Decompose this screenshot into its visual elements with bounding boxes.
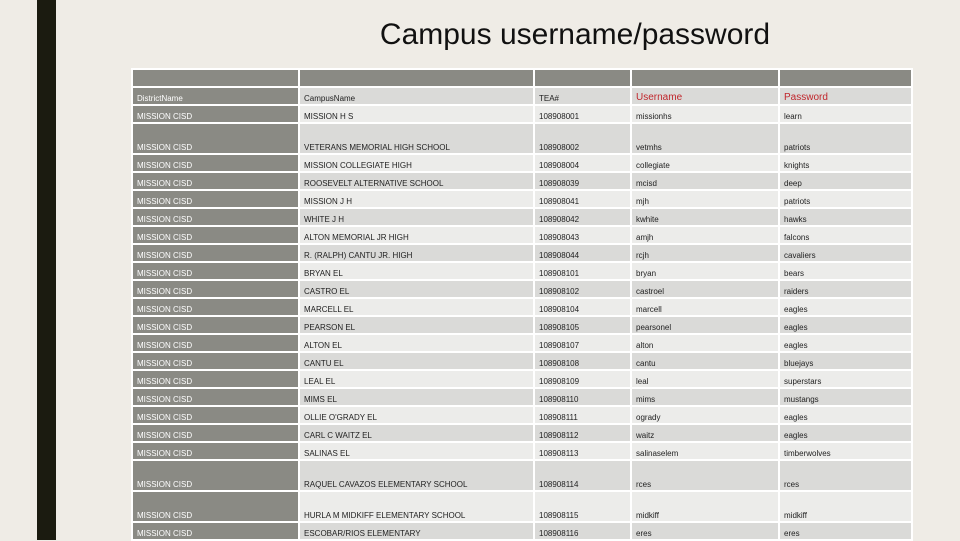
tea-cell: 108908104 [535, 299, 630, 315]
table-row [133, 191, 911, 207]
district-cell: MISSION CISD [133, 299, 298, 315]
password-cell: falcons [780, 227, 911, 243]
username-cell: cantu [632, 353, 778, 369]
password-cell: eagles [780, 425, 911, 441]
username-cell: eres [632, 523, 778, 539]
username-cell: castroel [632, 281, 778, 297]
password-cell: knights [780, 155, 911, 171]
district-cell: MISSION CISD [133, 461, 298, 490]
campus-cell: ALTON EL [300, 335, 533, 351]
table-row [133, 353, 911, 369]
table-row [133, 492, 911, 521]
tea-cell: 108908114 [535, 461, 630, 490]
campus-cell: LEAL EL [300, 371, 533, 387]
tea-cell: 108908101 [535, 263, 630, 279]
district-cell: MISSION CISD [133, 209, 298, 225]
campus-cell: ESCOBAR/RIOS ELEMENTARY [300, 523, 533, 539]
username-cell: pearsonel [632, 317, 778, 333]
district-cell: MISSION CISD [133, 353, 298, 369]
table-row [133, 155, 911, 171]
table-row [133, 173, 911, 189]
password-cell: learn [780, 106, 911, 122]
header-password: Password [780, 88, 911, 104]
tea-cell: 108908004 [535, 155, 630, 171]
page-title: Campus username/password [379, 18, 771, 51]
table-row [133, 106, 911, 122]
username-cell: leal [632, 371, 778, 387]
header-tea: TEA# [535, 88, 630, 104]
tea-cell: 108908039 [535, 173, 630, 189]
accent-bar [37, 0, 56, 540]
campus-cell: MISSION H S [300, 106, 533, 122]
campus-cell: R. (RALPH) CANTU JR. HIGH [300, 245, 533, 261]
table-top-band [133, 70, 911, 86]
campus-cell: RAQUEL CAVAZOS ELEMENTARY SCHOOL [300, 461, 533, 490]
username-cell: salinaselem [632, 443, 778, 459]
tea-cell: 108908105 [535, 317, 630, 333]
credentials-table [131, 68, 913, 541]
campus-cell: CANTU EL [300, 353, 533, 369]
header-district: DistrictName [133, 88, 298, 104]
username-cell: marcell [632, 299, 778, 315]
password-cell: eagles [780, 299, 911, 315]
password-cell: eagles [780, 407, 911, 423]
table-row [133, 335, 911, 351]
campus-cell: WHITE J H [300, 209, 533, 225]
username-cell: rces [632, 461, 778, 490]
table-row [133, 317, 911, 333]
tea-cell: 108908107 [535, 335, 630, 351]
district-cell: MISSION CISD [133, 335, 298, 351]
password-cell: deep [780, 173, 911, 189]
campus-cell: CASTRO EL [300, 281, 533, 297]
password-cell: hawks [780, 209, 911, 225]
district-cell: MISSION CISD [133, 191, 298, 207]
password-cell: patriots [780, 191, 911, 207]
password-cell: eagles [780, 335, 911, 351]
tea-cell: 108908112 [535, 425, 630, 441]
campus-cell: BRYAN EL [300, 263, 533, 279]
table-row [133, 371, 911, 387]
password-cell: superstars [780, 371, 911, 387]
district-cell: MISSION CISD [133, 371, 298, 387]
username-cell: amjh [632, 227, 778, 243]
header-username: Username [632, 88, 778, 104]
password-cell: patriots [780, 124, 911, 153]
district-cell: MISSION CISD [133, 425, 298, 441]
table-row [133, 281, 911, 297]
password-cell: rces [780, 461, 911, 490]
username-cell: collegiate [632, 155, 778, 171]
table-row [133, 523, 911, 539]
username-cell: mcisd [632, 173, 778, 189]
username-cell: mjh [632, 191, 778, 207]
tea-cell: 108908108 [535, 353, 630, 369]
campus-cell: MISSION COLLEGIATE HIGH [300, 155, 533, 171]
table-row [133, 124, 911, 153]
password-cell: timberwolves [780, 443, 911, 459]
campus-cell: SALINAS EL [300, 443, 533, 459]
campus-cell: PEARSON EL [300, 317, 533, 333]
header-campus: CampusName [300, 88, 533, 104]
table-row [133, 389, 911, 405]
district-cell: MISSION CISD [133, 523, 298, 539]
campus-cell: HURLA M MIDKIFF ELEMENTARY SCHOOL [300, 492, 533, 521]
tea-cell: 108908110 [535, 389, 630, 405]
table-row [133, 425, 911, 441]
campus-cell: CARL C WAITZ EL [300, 425, 533, 441]
tea-cell: 108908115 [535, 492, 630, 521]
tea-cell: 108908102 [535, 281, 630, 297]
table-row [133, 209, 911, 225]
table-row [133, 461, 911, 490]
district-cell: MISSION CISD [133, 106, 298, 122]
district-cell: MISSION CISD [133, 492, 298, 521]
district-cell: MISSION CISD [133, 155, 298, 171]
campus-cell: OLLIE O'GRADY EL [300, 407, 533, 423]
table-row [133, 407, 911, 423]
campus-cell: MARCELL EL [300, 299, 533, 315]
username-cell: ogrady [632, 407, 778, 423]
campus-cell: MIMS EL [300, 389, 533, 405]
password-cell: bears [780, 263, 911, 279]
table-row [133, 443, 911, 459]
username-cell: waitz [632, 425, 778, 441]
district-cell: MISSION CISD [133, 263, 298, 279]
username-cell: midkiff [632, 492, 778, 521]
district-cell: MISSION CISD [133, 227, 298, 243]
password-cell: cavaliers [780, 245, 911, 261]
username-cell: alton [632, 335, 778, 351]
tea-cell: 108908111 [535, 407, 630, 423]
district-cell: MISSION CISD [133, 173, 298, 189]
district-cell: MISSION CISD [133, 443, 298, 459]
password-cell: eres [780, 523, 911, 539]
district-cell: MISSION CISD [133, 407, 298, 423]
district-cell: MISSION CISD [133, 317, 298, 333]
tea-cell: 108908041 [535, 191, 630, 207]
district-cell: MISSION CISD [133, 281, 298, 297]
tea-cell: 108908001 [535, 106, 630, 122]
campus-cell: ALTON MEMORIAL JR HIGH [300, 227, 533, 243]
table-row [133, 227, 911, 243]
tea-cell: 108908044 [535, 245, 630, 261]
password-cell: eagles [780, 317, 911, 333]
table-header-row [133, 88, 911, 104]
campus-cell: MISSION J H [300, 191, 533, 207]
district-cell: MISSION CISD [133, 389, 298, 405]
username-cell: mims [632, 389, 778, 405]
password-cell: raiders [780, 281, 911, 297]
district-cell: MISSION CISD [133, 245, 298, 261]
table-row [133, 263, 911, 279]
password-cell: midkiff [780, 492, 911, 521]
username-cell: kwhite [632, 209, 778, 225]
username-cell: rcjh [632, 245, 778, 261]
tea-cell: 108908116 [535, 523, 630, 539]
tea-cell: 108908113 [535, 443, 630, 459]
table-row [133, 245, 911, 261]
district-cell: MISSION CISD [133, 124, 298, 153]
tea-cell: 108908002 [535, 124, 630, 153]
campus-cell: VETERANS MEMORIAL HIGH SCHOOL [300, 124, 533, 153]
campus-cell: ROOSEVELT ALTERNATIVE SCHOOL [300, 173, 533, 189]
password-cell: bluejays [780, 353, 911, 369]
table-row [133, 299, 911, 315]
password-cell: mustangs [780, 389, 911, 405]
tea-cell: 108908043 [535, 227, 630, 243]
username-cell: bryan [632, 263, 778, 279]
tea-cell: 108908042 [535, 209, 630, 225]
username-cell: vetmhs [632, 124, 778, 153]
username-cell: missionhs [632, 106, 778, 122]
tea-cell: 108908109 [535, 371, 630, 387]
